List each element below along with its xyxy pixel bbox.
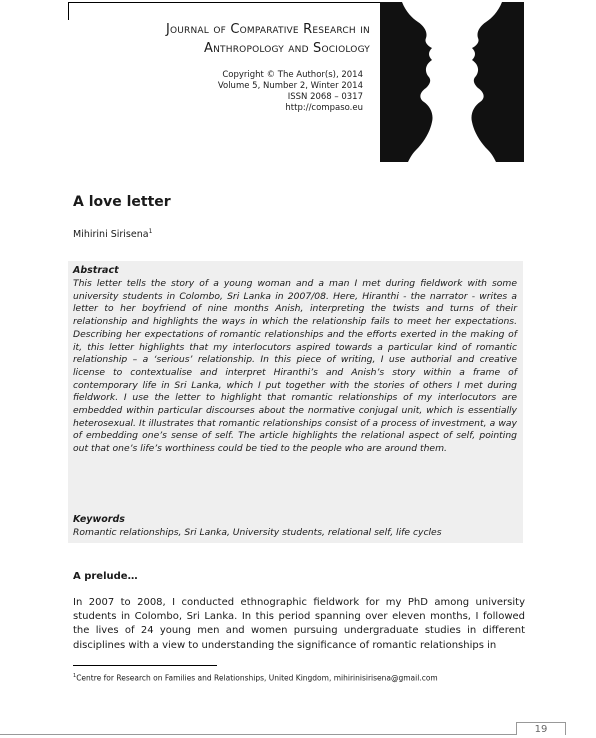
copyright-line: Copyright © The Author(s), 2014 <box>222 70 363 80</box>
page-number: 19 <box>534 724 548 735</box>
journal-title-line2: Anthropology and Sociology <box>204 41 370 56</box>
keywords-text: Romantic relationships, Sri Lanka, University students, relational self, life cycles <box>73 527 442 538</box>
page-number-box-top <box>516 722 566 723</box>
journal-meta <box>180 70 363 114</box>
footnote-mark: 1 <box>73 673 77 679</box>
header-rule-corner <box>68 2 69 20</box>
header-rule <box>68 2 380 3</box>
rubin-vase-logo-icon <box>380 2 524 162</box>
author-footnote-mark[interactable]: 1 <box>148 228 153 235</box>
footnote-rule <box>73 665 217 666</box>
abstract-heading: Abstract <box>73 265 119 276</box>
journal-title <box>122 20 370 58</box>
footnote-text: Centre for Research on Families and Relationships, United Kingdom, mihirinisirisena@gmail.com <box>76 673 438 683</box>
author-name: Mihirini Sirisena <box>73 229 149 241</box>
article-title: A love letter <box>73 194 171 210</box>
journal-url[interactable]: http://compaso.eu <box>285 103 363 113</box>
abstract-text: This letter tells the story of a young woman and a man I met during fieldwork with some university students in Colombo, Sri Lanka in 2007/08. Here, Hiranthi - the narrator - writes a letter to her boyfriend of nine months Anish, interpreting the twists and turns of their relationship and highlights the ways in which the relationship fails to meet her expectations. Describing her expectations of romantic relationships and the efforts exerted in the making of it, this letter highlights that my interlocutors aspired towards a particular kind of romantic relationship – a ‘serious’ relationship. In this piece of writing, I use authorial and creative license to contextualise and interpret Hiranthi’s and Anish’s story within a frame of contemporary life in Sri Lanka, which I put together with the stories of others I met during fieldwork. I use the letter to highlight that romantic relationships of my interlocutors are embedded within particular discourses about the normative conjugal unit, which is essentially heterosexual. It illustrates that romantic relationships consist of a process of investment, a way of embedding one’s sense of self. The article highlights the relational aspect of self, pointing out that one’s life’s worthiness could be tied to the people who are around them. <box>73 278 517 455</box>
page-footer-rule <box>0 734 516 735</box>
issn-line: ISSN 2068 – 0317 <box>287 92 363 102</box>
page-number-box-right <box>565 722 566 735</box>
volume-line: Volume 5, Number 2, Winter 2014 <box>217 81 363 91</box>
body-paragraph: In 2007 to 2008, I conducted ethnographic fieldwork for my PhD among university students in Colombo, Sri Lanka. In this period spanning over eleven months, I followed the lives of 24 young men and women pursuing undergraduate studies in different disciplines with a view to understanding the significance of romantic relationships in <box>73 597 525 651</box>
keywords-heading: Keywords <box>73 514 125 525</box>
section-heading: A prelude… <box>73 571 138 582</box>
footnote <box>73 673 438 683</box>
journal-title-line1: Journal of Comparative Research in <box>165 22 370 37</box>
author-line <box>73 228 152 240</box>
